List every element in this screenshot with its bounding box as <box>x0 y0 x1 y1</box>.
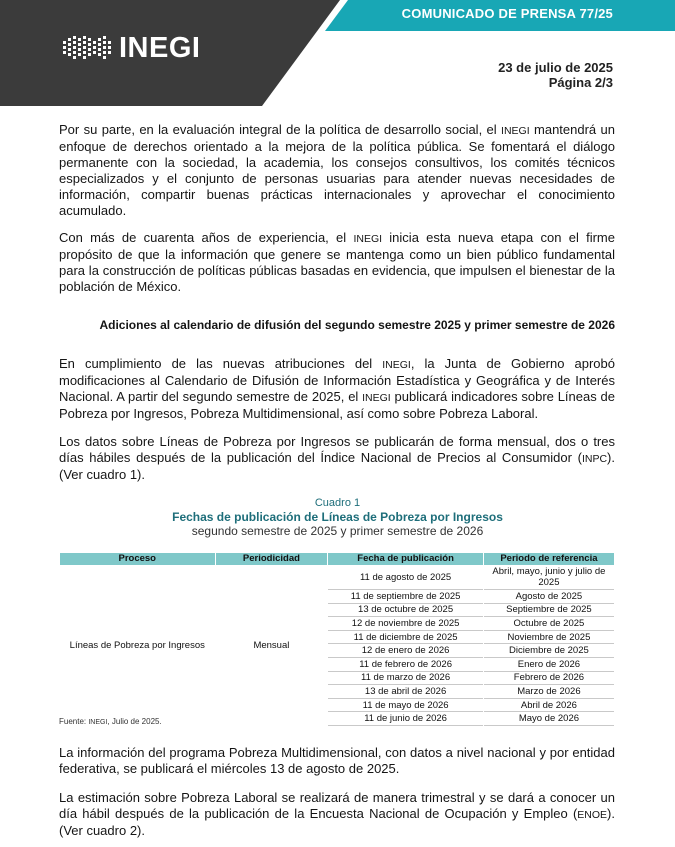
period-cell: Agosto de 2025 <box>484 590 614 604</box>
date-cell: 11 de febrero de 2026 <box>328 658 483 672</box>
period-cell: Marzo de 2026 <box>484 685 614 699</box>
period-cell: Abril, mayo, junio y julio de 2025 <box>484 565 614 590</box>
period-cell: Diciembre de 2025 <box>484 644 614 658</box>
paragraph-income-poverty: Los datos sobre Líneas de Pobreza por Ingresos se publicarán de forma mensual, dos o tres días hábiles después de la publicación del Índice Nacional de Precios al Consumidor (INPC). (Ver cuadro 1). <box>59 434 615 482</box>
table-row <box>60 565 614 590</box>
press-release-number: COMUNICADO DE PRENSA 77/25 <box>401 6 613 21</box>
date-cell: 11 de diciembre de 2025 <box>328 631 483 645</box>
date-cell: 11 de septiembre de 2025 <box>328 590 483 604</box>
period-cell: Febrero de 2026 <box>484 672 614 686</box>
table-number: Cuadro 1 <box>314 497 361 509</box>
date-cell: 13 de abril de 2026 <box>328 685 483 699</box>
date-cell: 13 de octubre de 2025 <box>328 604 483 618</box>
period-cell: Abril de 2026 <box>484 699 614 713</box>
page-number: Página 2/3 <box>548 75 613 90</box>
process-cell: Líneas de Pobreza por Ingresos <box>69 639 205 651</box>
header-periodicity: Periodicidad <box>216 553 328 565</box>
paragraph-attributions: En cumplimiento de las nuevas atribuciones del INEGI, la Junta de Gobierno aprobó modificaciones al Calendario de Difusión de Información Estadística y Geográfica y de Interés Nacional. A partir del segundo semestre de 2025, el INEGI publicará indicadores sobre Líneas de Pobreza por Ingresos, Pobreza Multidimensional, así como sobre Pobreza Laboral. <box>59 356 616 421</box>
paragraph-evaluation: Por su parte, en la evaluación integral de la política de desarrollo social, el INEGI mantendrá un enfoque de derechos orientado a la mejora de la política pública. Se fomentará el diálogo permanente con la sociedad, la academia, los consejos consultivos, los comités técnicos especializados y el conjunto de personas usuarias para atender nuevas necesidades de información, compartir buenas prácticas internacionales y aprovechar el conocimiento acumulado. <box>59 122 615 218</box>
paragraph-labor-poverty: La estimación sobre Pobreza Laboral se realizará de manera trimestral y se dará a conocer un día hábil después de la publicación de la Encuesta Nacional de Ocupación y Empleo (ENOE). (Ver cuadro 2). <box>59 790 615 838</box>
paragraph-multidimensional: La información del programa Pobreza Multidimensional, con datos a nivel nacional y por entidad federativa, se publicará el miércoles 13 de agosto de 2025. <box>59 745 615 776</box>
date-cell: 11 de junio de 2026 <box>328 712 483 726</box>
period-cell: Septiembre de 2025 <box>484 604 614 618</box>
period-cell: Noviembre de 2025 <box>484 631 614 645</box>
table-title: Fechas de publicación de Líneas de Pobreza por Ingresos <box>172 510 503 524</box>
inegi-logo-mark-icon <box>63 35 113 61</box>
publication-dates-table <box>59 553 615 726</box>
periodicity-cell: Mensual <box>253 639 290 651</box>
table-header-row <box>60 553 614 565</box>
period-cell: Enero de 2026 <box>484 658 614 672</box>
header-process: Proceso <box>60 553 215 565</box>
header-publication-date: Fecha de publicación <box>328 553 483 565</box>
table-source: Fuente: INEGI, Julio de 2025. <box>59 717 162 726</box>
period-cell: Octubre de 2025 <box>484 617 614 631</box>
paragraph-experience: Con más de cuarenta años de experiencia, el INEGI inicia esta nueva etapa con el firme propósito de que la información que genere se mantenga como un bien público fundamental para la construcción de políticas públicas basadas en evidencia, que impulsen el bienestar de la población de México. <box>59 230 615 294</box>
inegi-logo <box>63 30 200 66</box>
section-title: Adiciones al calendario de difusión del segundo semestre 2025 y primer semestre de 2026 <box>99 318 615 332</box>
date-cell: 11 de mayo de 2026 <box>328 699 483 713</box>
period-cell: Mayo de 2026 <box>484 712 614 726</box>
publication-date: 23 de julio de 2025 <box>498 60 613 75</box>
date-block <box>498 60 613 90</box>
date-cell: 12 de noviembre de 2025 <box>328 617 483 631</box>
header-reference-period: Periodo de referencia <box>484 553 614 565</box>
date-cell: 12 de enero de 2026 <box>328 644 483 658</box>
date-cell: 11 de agosto de 2025 <box>328 565 483 590</box>
table-subtitle: segundo semestre de 2025 y primer semestre de 2026 <box>191 524 484 538</box>
date-cell: 11 de marzo de 2026 <box>328 672 483 686</box>
inegi-logo-text: INEGI <box>119 32 201 64</box>
